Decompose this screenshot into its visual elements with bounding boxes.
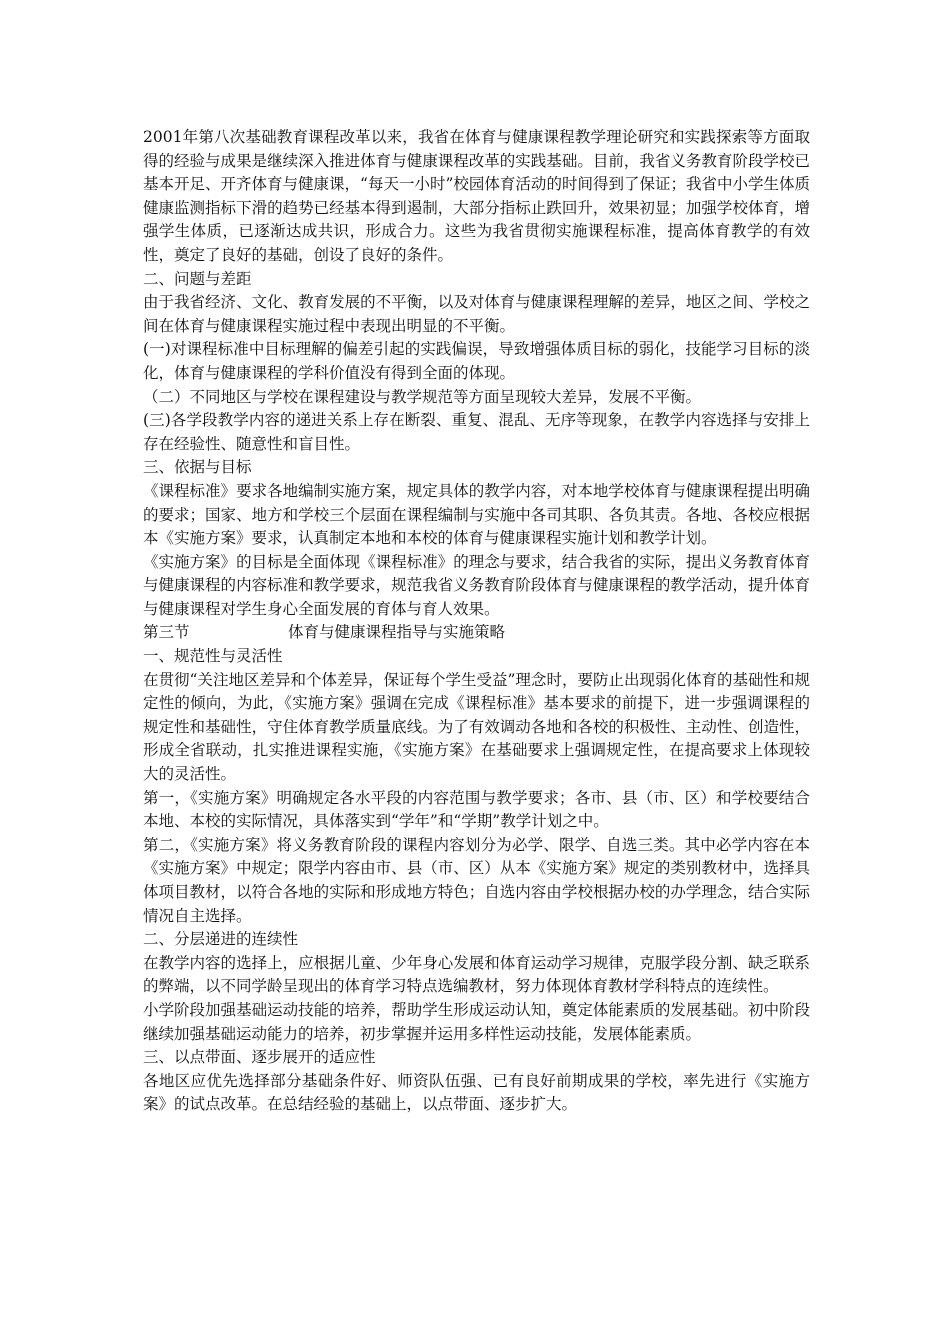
paragraph-second: 第二，《实施方案》将义务教育阶段的课程内容划分为必学、限学、自选三类。其中必学内容在本《实施方案》中规定；限学内容由市、县（市、区）从本《实施方案》规定的类别教材中，选择具体项目教材，以符合各地的实际和形成地方特色；自选内容由学校根据办校的办学理念，结合实际情况自主选择。 <box>143 835 810 925</box>
heading-continuity: 二、分层递进的连续性 <box>143 930 299 949</box>
paragraph-problem-1: (一)对课程标准中目标理解的偏差引起的实践偏误，导致增强体质目标的弱化，技能学习目标的淡化，体育与健康课程的学科价值没有得到全面的体现。 <box>143 340 810 382</box>
paragraph-first: 第一，《实施方案》明确规定各水平段的内容范围与教学要求；各市、县（市、区）和学校要结合本地、本校的实际情况，具体落实到“学年”和“学期”教学计划之中。 <box>143 788 810 831</box>
heading-basis: 三、依据与目标 <box>143 458 252 477</box>
paragraph-adaptability: 各地区应优先选择部分基础条件好、师资队伍强、已有良好前期成果的学校，率先进行《实施方案》的试点改革。在总结经验的基础上，以点带面、逐步扩大。 <box>143 1071 810 1114</box>
paragraph-continuity-2: 小学阶段加强基础运动技能的培养，帮助学生形成运动认知，奠定体能素质的发展基础。初中阶段继续加强基础运动能力的培养，初步掌握并运用多样性运动技能，发展体能素质。 <box>143 1000 810 1043</box>
paragraph-problems: 由于我省经济、文化、教育发展的不平衡，以及对体育与健康课程理解的差异，地区之间、学校之间在体育与健康课程实施过程中表现出明显的不平衡。 <box>143 293 810 335</box>
paragraph-problem-3: (三)各学段教学内容的递进关系上存在断裂、重复、混乱、无序等现象，在教学内容选择与安排上存在经验性、随意性和盲目性。 <box>143 411 810 453</box>
paragraph-normativity: 在贯彻“关注地区差异和个体差异，保证每个学生受益”理念时，要防止出现弱化体育的基础性和规定性的倾向，为此，《实施方案》强调在完成《课程标准》基本要求的前提下，进一步强调课程的规定性和基础性，守住体育教学质量底线。为了有效调动各地和各校的积极性、主动性、创造性，形成全省联动，扎实推进课程实施，《实施方案》在基础要求上强调规定性，在提高要求上体现较大的灵活性。 <box>143 670 810 784</box>
paragraph-problem-2: （二）不同地区与学校在课程建设与教学规范等方面呈现较大差异，发展不平衡。 <box>143 387 702 406</box>
heading-problems: 二、问题与差距 <box>143 269 252 288</box>
section-title: 第三节 体育与健康课程指导与实施策略 <box>143 623 506 642</box>
paragraph-basis-1: 《课程标准》要求各地编制实施方案，规定具体的教学内容，对本地学校体育与健康课程提出明确的要求；国家、地方和学校三个层面在课程编制与实施中各司其职、各负其责。各地、各校应根据本《实施方案》要求，认真制定本地和本校的体育与健康课程实施计划和教学计划。 <box>143 481 810 548</box>
paragraph-continuity-1: 在教学内容的选择上，应根据儿童、少年身心发展和体育运动学习规律，克服学段分割、缺乏联系的弊端，以不同学龄呈现出的体育学习特点选编教材，努力体现体育教材学科特点的连续性。 <box>143 953 810 996</box>
paragraph-basis-2: 《实施方案》的目标是全面体现《课程标准》的理念与要求，结合我省的实际，提出义务教育体育与健康课程的内容标准和教学要求，规范我省义务教育阶段体育与健康课程的教学活动，提升体育与健康课程对学生身心全面发展的育体与育人效果。 <box>143 552 810 618</box>
document-body <box>143 126 810 1117</box>
heading-adaptability: 三、以点带面、逐步展开的适应性 <box>143 1048 376 1067</box>
paragraph-intro: 2001年第八次基础教育课程改革以来，我省在体育与健康课程教学理论研究和实践探索等方面取得的经验与成果是继续深入推进体育与健康课程改革的实践基础。目前，我省义务教育阶段学校已基本开足、开齐体育与健康课，“每天一小时”校园体育活动的时间得到了保证；我省中小学生体质健康监测指标下滑的趋势已经基本得到遏制，大部分指标止跌回升，效果初显；加强学校体育，增强学生体质，已逐渐达成共识，形成合力。这些为我省贯彻实施课程标准，提高体育教学的有效性，奠定了良好的基础，创设了良好的条件。 <box>143 128 810 264</box>
heading-normativity: 一、规范性与灵活性 <box>143 647 283 666</box>
